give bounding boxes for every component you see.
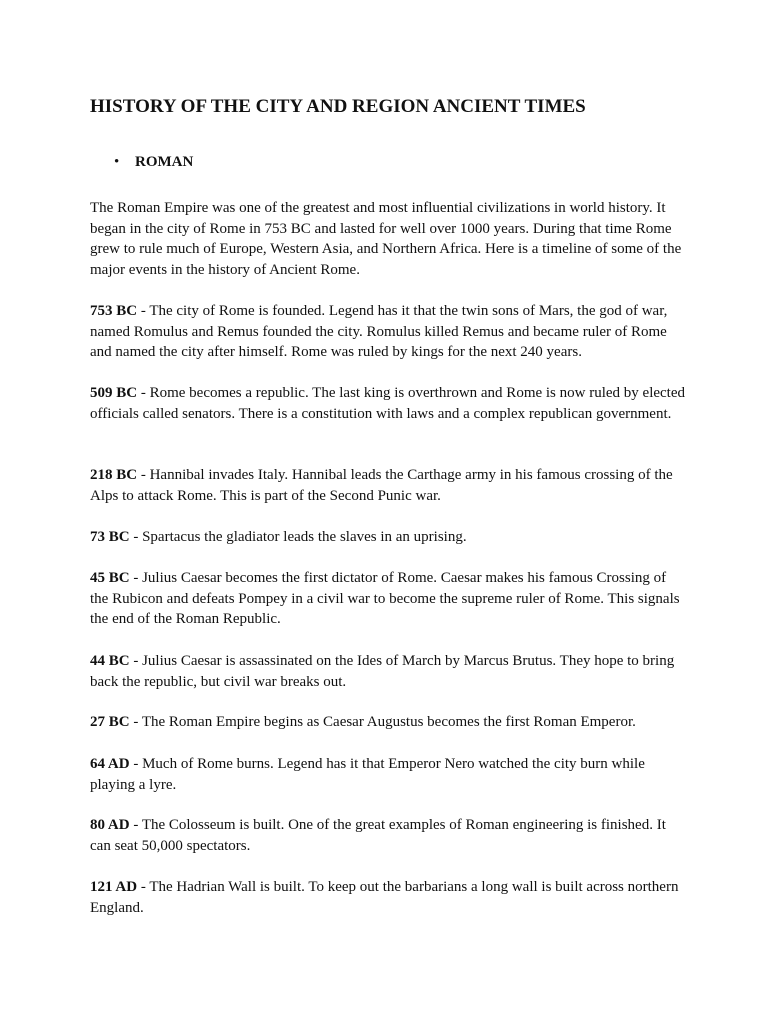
bullet-icon: • xyxy=(114,154,120,170)
timeline-entry xyxy=(90,651,688,692)
entry-date: 121 AD xyxy=(90,879,138,895)
entry-date: 73 BC xyxy=(90,529,130,545)
timeline-entry xyxy=(90,568,688,630)
entry-text: - The Colosseum is built. One of the great examples of Roman engineering is finished. It can seat 50,000 spectators. xyxy=(90,817,666,854)
entry-text: - The Roman Empire begins as Caesar Augustus becomes the first Roman Emperor. xyxy=(129,714,636,730)
entry-text: - The city of Rome is founded. Legend has it that the twin sons of Mars, the god of war, named Romulus and Remus founded the city. Romulus killed Remus and became ruler of Rome and named the city after himself. Rome was ruled by kings for the next 240 years. xyxy=(90,303,668,361)
document-title: HISTORY OF THE CITY AND REGION ANCIENT TIMES xyxy=(90,96,586,117)
entry-date: 45 BC xyxy=(90,570,130,586)
section-heading: ROMAN xyxy=(135,154,194,170)
section-roman xyxy=(90,152,193,172)
entry-text: - Hannibal invades Italy. Hannibal leads the Carthage army in his famous crossing of the Alps to attack Rome. This is part of the Second Punic war. xyxy=(90,467,673,504)
entry-text: - Much of Rome burns. Legend has it that Emperor Nero watched the city burn while playing a lyre. xyxy=(90,756,645,793)
entry-date: 509 BC xyxy=(90,385,138,401)
entry-date: 64 AD xyxy=(90,756,130,772)
entry-text: - Spartacus the gladiator leads the slaves in an uprising. xyxy=(129,529,467,545)
entry-date: 753 BC xyxy=(90,303,138,319)
timeline-entry xyxy=(90,712,688,733)
timeline-entry xyxy=(90,815,688,856)
entry-text: - Rome becomes a republic. The last king is overthrown and Rome is now ruled by elected officials called senators. There is a constitution with laws and a complex republican government. xyxy=(90,385,686,422)
timeline-entry xyxy=(90,754,688,795)
timeline-entry xyxy=(90,527,688,548)
timeline-entry xyxy=(90,877,688,918)
intro-paragraph: The Roman Empire was one of the greatest and most influential civilizations in world history. It began in the city of Rome in 753 BC and lasted for well over 1000 years. During that time Rome grew to rule much of Europe, Western Asia, and Northern Africa. Here is a timeline of some of the major events in the history of Ancient Rome. xyxy=(90,200,682,278)
entry-date: 27 BC xyxy=(90,714,130,730)
entry-date: 80 AD xyxy=(90,817,130,833)
section-list xyxy=(90,152,193,172)
timeline-entry xyxy=(90,465,688,506)
entry-date: 218 BC xyxy=(90,467,138,483)
entry-text: - Julius Caesar is assassinated on the Ides of March by Marcus Brutus. They hope to bring back the republic, but civil war breaks out. xyxy=(90,653,675,690)
entry-text: - The Hadrian Wall is built. To keep out the barbarians a long wall is built across northern England. xyxy=(90,879,679,916)
timeline-entry xyxy=(90,383,688,424)
timeline-entry xyxy=(90,301,688,363)
document-content xyxy=(90,94,688,916)
entry-text: - Julius Caesar becomes the first dictator of Rome. Caesar makes his famous Crossing of the Rubicon and defeats Pompey in a civil war to become the supreme ruler of Rome. This signals the end of the Roman Republic. xyxy=(90,570,680,628)
entry-date: 44 BC xyxy=(90,653,130,669)
